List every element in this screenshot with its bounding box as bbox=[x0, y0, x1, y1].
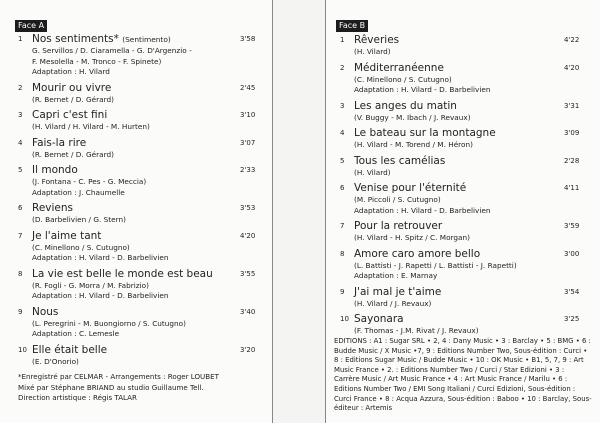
track-number: 8 bbox=[340, 249, 345, 258]
track-title: Rêveries bbox=[354, 34, 400, 46]
track-credit: (C. Minellono / S. Cutugno) bbox=[32, 242, 130, 252]
track-number: 1 bbox=[18, 35, 23, 43]
track-number: 3 bbox=[18, 111, 23, 119]
editions-line: Music France • 2. : Editions Number Two / Curci / Star Edizioni • 3 : bbox=[334, 365, 565, 374]
face-a-page bbox=[0, 0, 273, 423]
track-credit: Adaptation : H. Vilard - D. Barbelivien bbox=[354, 85, 491, 94]
track-credit: Adaptation : E. Marnay bbox=[354, 271, 438, 280]
face-a-label: Face A bbox=[15, 20, 47, 32]
track-item bbox=[340, 313, 587, 337]
track-duration: 3'25 bbox=[564, 315, 580, 323]
track-credit: (R. Fogli - G. Morra / M. Fabrizio) bbox=[32, 280, 149, 290]
track-item bbox=[18, 82, 263, 106]
track-title: Sayonara bbox=[354, 313, 404, 325]
track-duration: 3'40 bbox=[240, 307, 256, 316]
track-title: Il mondo bbox=[32, 164, 78, 176]
track-number: 2 bbox=[340, 63, 345, 72]
track-duration: 3'10 bbox=[240, 111, 256, 119]
track-title-line bbox=[340, 100, 587, 113]
face-b-tracklist bbox=[340, 34, 587, 341]
track-duration: 4'11 bbox=[564, 184, 580, 192]
track-duration: 3'31 bbox=[564, 101, 580, 110]
track-title: Les anges du matin bbox=[354, 99, 457, 112]
track-item bbox=[340, 220, 587, 244]
track-credit: (F. Thomas - J.M. Rivat / J. Revaux) bbox=[354, 326, 479, 335]
track-number: 6 bbox=[340, 184, 345, 192]
track-credit: (R. Bernet / D. Gérard) bbox=[32, 149, 114, 159]
editions-line: 8 : Editions Sugar Music / Budde Music • 10 : OK Music • B1, 5, 7, 9 : Art bbox=[334, 356, 584, 365]
track-number: 8 bbox=[18, 269, 23, 278]
note-line: Mixé par Stéphane BRIAND au studio Guillaume Tell. bbox=[18, 382, 204, 392]
track-title-line bbox=[18, 33, 263, 46]
track-item bbox=[340, 127, 587, 151]
track-duration: 3'20 bbox=[240, 345, 256, 354]
track-item bbox=[18, 164, 263, 198]
track-duration: 4'22 bbox=[564, 36, 580, 44]
track-title: J'ai mal je t'aime bbox=[354, 285, 442, 298]
track-number: 5 bbox=[340, 156, 345, 165]
track-title: Amore caro amore bello bbox=[354, 247, 481, 260]
track-title: Je l'aime tant bbox=[32, 229, 102, 242]
track-title-line bbox=[18, 268, 263, 281]
track-duration: 4'20 bbox=[564, 63, 580, 72]
track-title-line bbox=[18, 230, 263, 243]
track-title-line bbox=[340, 182, 587, 195]
track-title-line bbox=[340, 286, 587, 299]
track-duration: 2'45 bbox=[240, 83, 256, 92]
track-duration: 3'07 bbox=[240, 138, 256, 147]
editions-line: éditeur : Artemis bbox=[334, 404, 393, 413]
editions-line: Curci France • 8 : Acqua Azzura, Sous-édition : Baboo • 10 : Barclay, Sous- bbox=[334, 394, 592, 403]
track-item bbox=[18, 109, 263, 133]
track-credit: (D. Barbelivien / G. Stern) bbox=[32, 215, 126, 224]
editions-line: Editions Number Two / EMI Song Italiani / Curci Edizioni, Sous-édition : bbox=[334, 384, 576, 393]
note-line: Direction artistique : Régis TALAR bbox=[18, 393, 137, 402]
track-item bbox=[18, 33, 263, 78]
track-item bbox=[340, 100, 587, 124]
track-credit: Adaptation : J. Chaumelle bbox=[32, 187, 125, 197]
track-title: Méditerranéenne bbox=[354, 61, 444, 74]
track-item bbox=[18, 137, 263, 161]
track-number: 2 bbox=[18, 83, 23, 92]
track-title-line bbox=[18, 306, 263, 319]
track-title-line bbox=[18, 164, 263, 177]
track-credit: (V. Buggy - M. Ibach / J. Revaux) bbox=[354, 112, 471, 122]
track-credit: (H. Vilard / H. Vilard - M. Hurten) bbox=[32, 122, 150, 131]
editions-line: Carrère Music / Art Music France • 4 : Art Music France / Marilu • 6 : bbox=[334, 375, 568, 384]
track-credit: Adaptation : H. Vilard - D. Barbelivien bbox=[32, 253, 169, 262]
track-title: Mourir ou vivre bbox=[32, 81, 112, 94]
face-a-tracklist bbox=[18, 33, 263, 371]
editions-line: Budde Music / X Music •7, 9 : Editions Number Two, Sous-édition : Curci • bbox=[334, 346, 588, 355]
track-item bbox=[340, 248, 587, 282]
track-title-line bbox=[340, 62, 587, 75]
track-item bbox=[340, 62, 587, 96]
track-number: 4 bbox=[340, 129, 345, 137]
track-duration: 3'54 bbox=[564, 287, 580, 296]
track-credit: (E. D'Onorio) bbox=[32, 356, 79, 366]
track-title: Nous bbox=[32, 305, 59, 318]
track-title-line bbox=[340, 248, 587, 261]
editions-credits bbox=[334, 337, 592, 414]
track-item bbox=[340, 286, 587, 310]
track-credit: (H. Vilard) bbox=[354, 167, 391, 177]
track-title: Reviens bbox=[32, 202, 74, 214]
track-title-line bbox=[340, 155, 587, 168]
face-b-label: Face B bbox=[336, 20, 368, 32]
track-title-line bbox=[18, 202, 263, 215]
track-credit: F. Mesolella - M. Tronco - F. Spinete) bbox=[32, 56, 162, 66]
track-number: 1 bbox=[340, 36, 345, 44]
track-title-line bbox=[18, 82, 263, 95]
track-title: Elle était belle bbox=[32, 343, 108, 356]
track-number: 6 bbox=[18, 204, 23, 212]
track-duration: 4'20 bbox=[240, 231, 256, 240]
track-title: Tous les camélias bbox=[354, 154, 446, 167]
track-number: 10 bbox=[340, 315, 349, 323]
track-number: 7 bbox=[18, 231, 23, 240]
track-credit: Adaptation : H. Vilard bbox=[32, 67, 110, 76]
track-title-line bbox=[340, 220, 587, 233]
track-subtitle: (Sentimento) bbox=[122, 35, 171, 44]
track-item bbox=[340, 155, 587, 179]
track-credit: G. Servillos / D. Ciaramella - G. D'Argenzio - bbox=[32, 46, 192, 55]
track-number: 10 bbox=[18, 345, 27, 354]
track-credit: (C. Minellono / S. Cutugno) bbox=[354, 74, 452, 84]
track-credit: (H. Vilard - M. Torend / M. Héron) bbox=[354, 140, 473, 149]
track-title: Capri c'est fini bbox=[32, 109, 108, 121]
track-title: Venise pour l'éternité bbox=[354, 182, 467, 194]
track-title: Pour la retrouver bbox=[354, 220, 443, 232]
track-item bbox=[340, 34, 587, 58]
track-duration: 3'59 bbox=[564, 222, 580, 230]
track-title-line bbox=[340, 34, 587, 47]
recording-notes bbox=[18, 372, 219, 404]
track-title-line bbox=[18, 109, 263, 122]
track-duration: 3'09 bbox=[564, 129, 580, 137]
track-duration: 3'55 bbox=[240, 269, 256, 278]
track-item bbox=[340, 182, 587, 216]
track-credit: (H. Vilard - H. Spitz / C. Morgan) bbox=[354, 233, 470, 242]
track-credit: (L. Peregrini - M. Buongiorno / S. Cutugno) bbox=[32, 318, 186, 328]
track-number: 3 bbox=[340, 101, 345, 110]
track-item bbox=[18, 344, 263, 368]
track-duration: 3'58 bbox=[240, 35, 256, 43]
track-credit: Adaptation : H. Vilard - D. Barbelivien bbox=[32, 291, 169, 300]
note-line: *Enregistré par CELMAR - Arrangements : Roger LOUBET bbox=[18, 372, 219, 381]
editions-line: EDITIONS : A1 : Sugar SRL • 2, 4 : Dany Music • 3 : Barclay • 5 : BMG • 6 : bbox=[334, 337, 591, 345]
track-duration: 2'28 bbox=[564, 156, 580, 165]
track-title-line bbox=[340, 313, 587, 326]
track-title-line bbox=[18, 137, 263, 150]
face-b-page bbox=[325, 0, 600, 423]
track-item bbox=[18, 268, 263, 302]
track-number: 9 bbox=[340, 287, 345, 296]
track-duration: 2'33 bbox=[240, 166, 256, 174]
track-duration: 3'53 bbox=[240, 204, 256, 212]
track-title-line bbox=[18, 344, 263, 357]
track-title: Nos sentiments* bbox=[32, 33, 119, 45]
track-item bbox=[18, 306, 263, 340]
track-credit: (M. Piccoli / S. Cutugno) bbox=[354, 195, 441, 204]
track-item bbox=[18, 202, 263, 226]
track-credit: (R. Bernet / D. Gérard) bbox=[32, 94, 114, 104]
track-number: 9 bbox=[18, 307, 23, 316]
track-credit: (H. Vilard / J. Revaux) bbox=[354, 298, 432, 308]
track-title: Le bateau sur la montagne bbox=[354, 127, 496, 139]
track-credit: (J. Fontana - C. Pes - G. Meccia) bbox=[32, 177, 147, 186]
track-duration: 3'00 bbox=[564, 249, 580, 258]
track-number: 7 bbox=[340, 222, 345, 230]
track-number: 5 bbox=[18, 166, 23, 174]
track-credit: Adaptation : H. Vilard - D. Barbelivien bbox=[354, 205, 491, 215]
track-number: 4 bbox=[18, 138, 23, 147]
track-title: Fais-la rire bbox=[32, 136, 87, 149]
track-title: La vie est belle le monde est beau bbox=[32, 267, 213, 280]
track-title-line bbox=[340, 127, 587, 140]
track-credit: (L. Battisti - J. Rapetti / L. Battisti - J. Rapetti) bbox=[354, 260, 517, 270]
track-item bbox=[18, 230, 263, 264]
track-credit: (H. Vilard) bbox=[354, 47, 391, 56]
track-credit: Adaptation : C. Lemesle bbox=[32, 329, 120, 338]
